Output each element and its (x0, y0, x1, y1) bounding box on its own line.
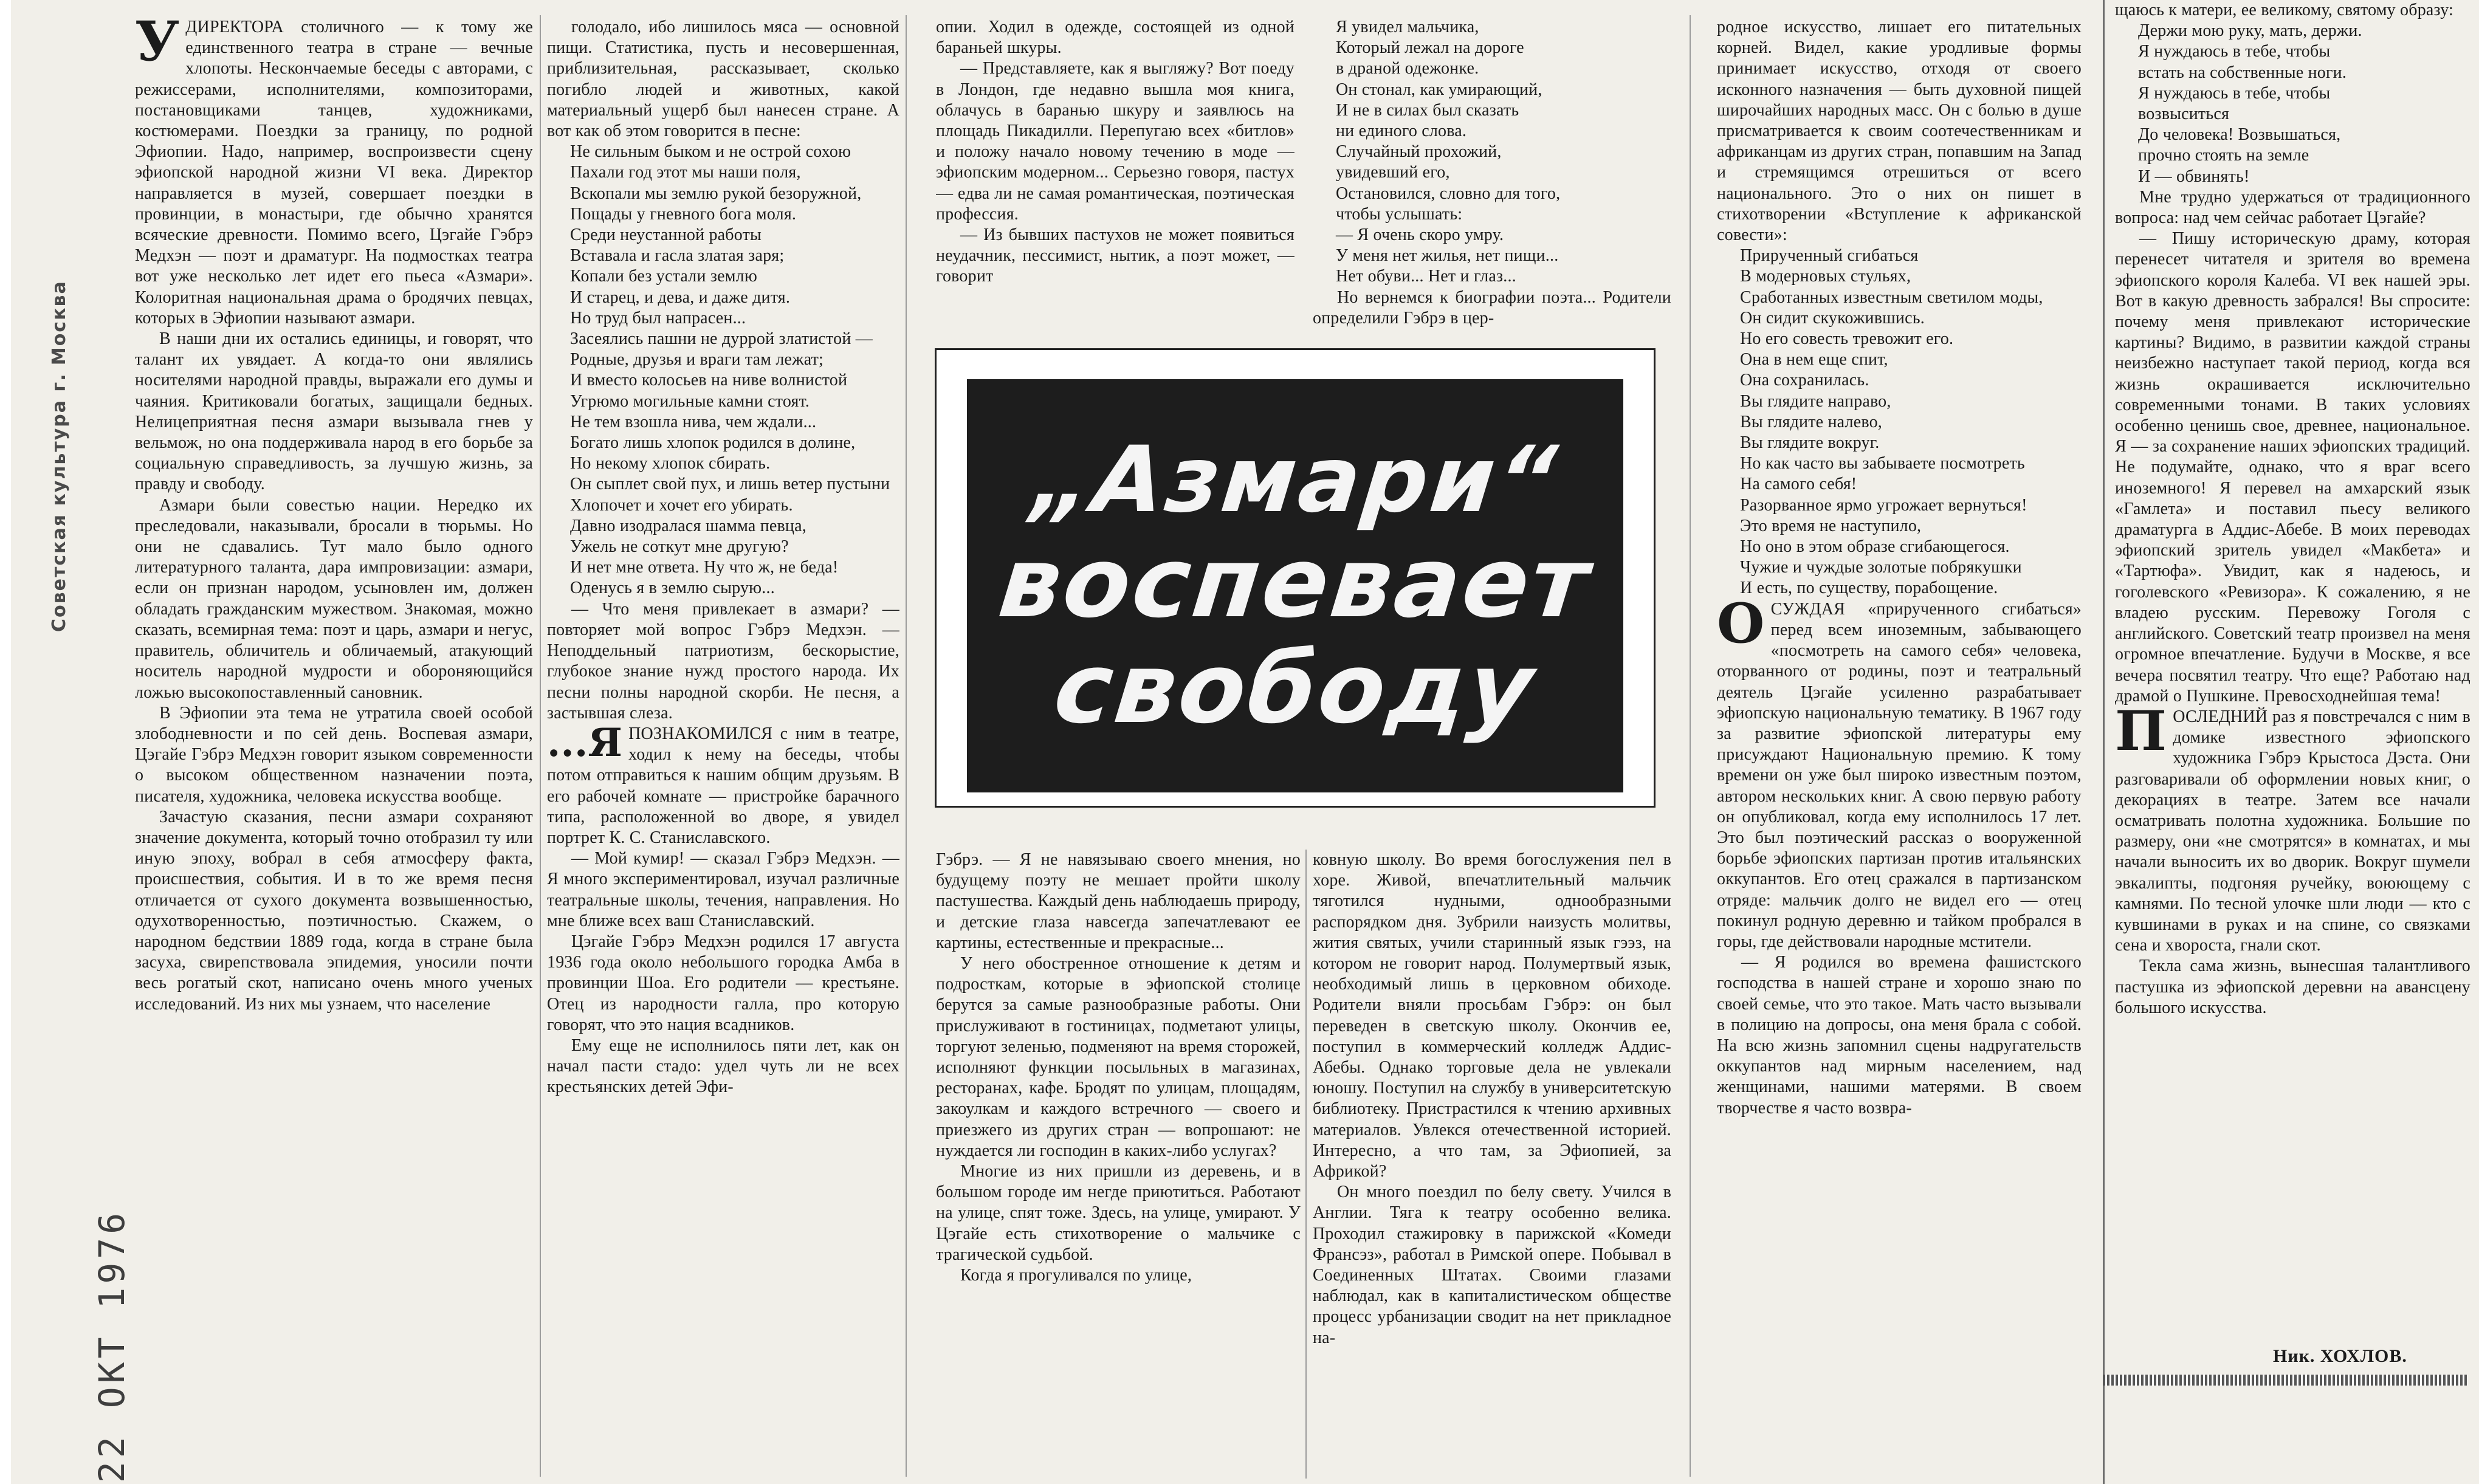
article-column-5 (1717, 17, 2082, 1479)
date-stamp: 22 ОКТ 1976 (91, 1209, 132, 1483)
paragraph: Цэгайе Гэбрэ Медхэн родился 17 августа 1936 года около небольшого городка Амба в провинции Шоа. Его родители — крестьяне. Отец из народности галла, про которую говорят, что это нация всадников. (547, 932, 899, 1034)
drop-cap: О (1717, 591, 1765, 656)
paragraph: Многие из них пришли из деревень, и в большом городе им негде приютиться. Работают на улице, спят тоже. Здесь, на улице, умирают. У Цэгайе есть стихотворение о мальчике с трагической судьбой. (936, 1162, 1301, 1264)
paragraph: родное искусство, лишает его питательных корней. Видел, какие уродливые формы принимает искусство, отходя от своего исконного назначения — быть духовной пищей широчайших народных масс. Он с болью в душе присматривается к своим соотечественникам и африканцам из других стран, попавшим на Запад и стремящимся отрешиться от всего национального. Это о них он пишет в стихотворении «Вступление к африканской совести»: (1717, 18, 2082, 245)
poem-stanza: Не сильным быком и не острой сохою Пахали год этот мы наши поля, Вскопали мы землю рукой безоружной, Пощады у гневного бога моля. Среди неустанной работы Вставала и гасла златая заря; Копали без устали землю И старец, и дева, и даже дитя. Но труд был напрасен... Засеялись пашни не дуррой златистой — Родные, друзья и враги там лежат; И вместо колосьев на ниве волнистой Угрюмо могильные камни стоят. Не тем взошла нива, чем ждали... Богато лишь хлопок родился в долине, Но некому хлопок сбирать. Он сыплет свой пух, и лишь ветер пустыни Хлопочет и хочет его убирать. Давно изодралася шамма певца, Ужель не соткут мне другую? И нет мне ответа. Ну что ж, не беда! Оденусь я в землю сырую... (570, 142, 890, 598)
column-rule (1305, 850, 1307, 1479)
paragraph: Мне трудно удержаться от традиционного вопроса: над чем сейчас работает Цэгайе? (2115, 187, 2470, 228)
poem-stanza: Держи мою руку, мать, держи. Я нуждаюсь в тебе, чтобы встать на собственные ноги. Я нуждаюсь в тебе, чтобы возвыситься До человека! Возвышаться, прочно стоять на земле И — обвинять! (2138, 21, 2362, 186)
headline-panel (967, 379, 1623, 792)
headline-box (935, 348, 1656, 808)
paragraph: Зачастую сказания, песни азмари сохраняют значение документа, который точно отобразил ту или иную эпоху, вобрал в себя атмосферу факта, происшествия, события. И в то же время песня отличается от сухого документа возвышенностью, одухотворенностью, поэтичностью. Скажем, о народном бедствии 1889 года, когда в стране была засуха, свирепствовала эпидемия, уносили почти весь рогатый скот, написано очень много ученых исследований. Из них мы узнаем, что население (135, 807, 533, 1014)
column-rule (540, 15, 541, 1477)
column-rule (906, 15, 907, 1477)
paragraph: — Что меня привлекает в азмари? — повторяет мой вопрос Гэбрэ Медхэн. — Неподдельный патриотизм, бескорыстие, глубокое знание нужд простого народа. Их песни полны народной скорби. Не песня, а застывшая слеза. (547, 599, 899, 723)
poem-stanza: Я увидел мальчика, Который лежал на дороге в драной одежонке. Он стонал, как умирающий, И не в силах был сказать ни единого слова. Случайный прохожий, увидевший его, Остановился, словно для того, чтобы услышать: — Я очень скоро умру. У меня нет жилья, нет пищи... Нет обуви... Нет и глаз... (1336, 18, 1561, 286)
author-byline: Ник. ХОХЛОВ. (2273, 1346, 2407, 1366)
paragraph: Но вернемся к биографии поэта... Родители определили Гэбрэ в цер- (1313, 287, 1671, 328)
paragraph: Азмари были совестью нации. Нередко их преследовали, наказывали, бросали в тюрьмы. Но они не сдавались. Тут мало было одного литературного таланта, дара импровизации: азмари, если он признан народом, усыновлен им, должен обладать гражданским мужеством. Знакомая, можно сказать, всемирная тема: поэт и царь, азмари и негус, правитель, обличитель и обличаемый, атакующий носитель народной мудрости и обороняющийся ложью высокопоставленный сановник. (135, 495, 533, 702)
paragraph: — Пишу историческую драму, которая перенесет читателя и зрителя во времена эфиопского короля Калеба. VI век нашей эры. Вот в какую древность забрался! Вы спросите: почему меня привлекают исторические картины? Видимо, в развитии каждой страны неизбежно наступает такой период, когда вся жизнь окрашивается исключительно современными тонами. В таких условиях особенно ценишь свое, древнее, национальное. Я — за сохранение наших эфиопских традиций. Не подумайте, однако, что я враг всего иноземного! Я перевел на амхарский язык «Гамлета» и поставил пьесу великого драматурга в Аддис-Абебе. В моих переводах эфиопский зритель увидел «Макбета» и «Тартюфа». Увидит, как я надеюсь, и гоголевского «Ревизора». К сожалению, я не владею русским. Перевожу Гоголя с английского. Советский театр произвел на меня огромное впечатление. Будучи в Москве, я все вечера посвятил театру. Что еще? Работаю над драмой о Пушкине. Превосходнейшая тема! (2115, 229, 2470, 706)
paragraph: голодало, ибо лишилось мяса — основной пищи. Статистика, пусть и несовершенная, приблизительная, рассказывает, сколько погибло людей и животных, какой материальный ущерб был нанесен стране. А вот как об этом говорится в песне: (547, 18, 899, 141)
headline-line-1: „Азмари“ (1026, 427, 1564, 533)
poem-stanza: Прирученный сгибаться В модерновых стульях, Сработанных известным светилом моды, Он сидит скукожившись. Но его совесть тревожит его. Она в нем еще спит, Она сохранилась. Вы глядите направо, Вы глядите налево, Вы глядите вокруг. Но как часто вы забываете посмотреть На самого себя! Разорванное ярмо угрожает вернуться! Это время не наступило, Но оно в этом образе сгибающегося. Чужие и чуждые золотые побрякушки И есть, по существу, порабощение. (1740, 246, 2043, 598)
paragraph-text: ДИРЕКТОРА столичного — к тому же единственного театра в стране — вечные хлопоты. Нескончаемые беседы с авторами, с режиссерами, исполнителями, композиторами, постановщиками танцев, художниками, костюмерами. Поездки за границу, по родной Эфиопии. Надо, например, воспроизвести сцену эфиопской народной жизни VI века. Директор направляется в музей, совершает поездки в провинции, в монастыри, где обычно хранятся всяческие древности. Помимо всего, Цэгайе Гэбрэ Медхэн — поэт и драматург. На подмостках театра вот уже несколько лет идет его пьеса «Азмари». Колоритная национальная драма о бродячих певцах, которых в Эфиопии называют азмари. (135, 18, 533, 328)
article-column-6 (2115, 0, 2470, 1337)
paragraph: — Я родился во времена фашистского господства в нашей стране и хорошо знаю по своей семье, что это такое. Мать часто вызывали в полицию на допросы, она меня брала с собой. На всю жизнь запомнил сцены надругательств оккупантов над мирным населением, над женщинами, нашими матерями. В своем творчестве я часто возвра- (1717, 953, 2082, 1118)
drop-cap: П (2115, 698, 2167, 763)
opening-paragraph (135, 17, 533, 329)
paragraph: опии. Ходил в одежде, состоящей из одной бараньей шкуры. (936, 18, 1295, 58)
paragraph: Ему еще не исполнилось пяти лет, как он начал пасти стадо: удел чуть ли не всех крестьянских детей Эфи- (547, 1036, 899, 1097)
drop-cap: У (135, 17, 180, 74)
paragraph-text: СУЖДАЯ «прирученного сгибаться» перед всем иноземным, забывающего «посмотреть на самого себя» человека, оторванного от родины, поэт и театральный деятель Цэгайе усиленно разрабатывает эфиопскую национальную тематику. В 1967 году за развитие эфиопской литературы ему присуждают Национальную премию. К тому времени он уже был широко известным поэтом, автором нескольких книг. А свою первую работу он опубликовал, когда ему исполнилось 17 лет. Это был поэтический рассказ о вооруженной борьбе эфиопских партизан против итальянских оккупантов. Его отец сражался в партизанском отряде: мальчик долго не видел его — отец покинул родную деревню и тайком пробрался в горы, где действовали народные мстители. (1717, 599, 2082, 951)
paragraph: Когда я прогуливался по улице, (960, 1266, 1192, 1285)
paragraph: Он много поездил по белу свету. Учился в Англии. Тяга к театру особенно велика. Проходил стажировку в парижской «Комеди Франсэз», работал в Римской опере. Побывал в Соединенных Штатах. Своими глазами наблюдал, как в капиталистическом обществе процесс урбанизации сводит на нет прикладное на- (1313, 1183, 1671, 1347)
article-column-3-top (936, 17, 1295, 336)
paragraph-text: ПОЗНАКОМИЛСЯ с ним в театре, ходил к нему на беседы, чтобы потом отправиться к нашим общим друзьям. В его рабочей комнате — пристройке барачного типа, расположенной во дворе, я увидел портрет К. С. Станиславского. (547, 724, 899, 847)
article-column-2 (547, 17, 899, 1479)
paragraph: Гэбрэ. — Я не навязываю своего мнения, но будущему поэту не мешает пройти школу пастушества. Каждый день наблюдаешь природу, и детские глаза навсегда запечатлевают ее картины, естественные и прекрасные... (936, 850, 1301, 952)
headline-line-2: воспевает (994, 526, 1597, 639)
article-column-3-bottom (936, 850, 1301, 1479)
paragraph: В Эфиопии эта тема не утратила своей особой злободневности и по сей день. Воспевая азмари, Цэгайе Гэбрэ Медхэн говорит языком современности о высоком общественном назначении поэта, писателя, художника, человека искусства вообще. (135, 703, 533, 806)
paragraph: В наши дни их остались единицы, и говорят, что талант их увядает. А когда-то они являлись носителями народной правды, выражали его думы и чаяния. Критиковали богатых, защищали бедных. Нелицеприятная песня азмари вызывала гнев у вельмож, но она поддерживала народ в его борьбе за социальную справедливость, за лучшую жизнь, за правду и свободу. (135, 329, 533, 494)
paragraph-text: ОСЛЕДНИЙ раз я повстречался с ним в домике известного эфиопского художника Гэбрэ Крыстоса Дэста. Они разговаривали об оформлении новых книг, о декорациях в театре. Затем все начали осматривать полотна художника. Большие по размеру, они «не смотрятся» в комнатах, и мы начали выносить их во дворик. Вокруг шумели эвкалипты, подгоняя ручейку, воюющему с камнями. По тесной улочке шли люди — кто с кувшинами в руках и на спине, со связками сена и хвороста, гнали скот. (2115, 707, 2470, 955)
clipping-edge-line (2103, 0, 2105, 1484)
article-end-rule (2103, 1375, 2467, 1386)
section-opening (547, 720, 899, 848)
column-rule (1690, 15, 1691, 1477)
paragraph: Текла сама жизнь, вынесшая талантливого пастушка из эфиопской деревни на авансцену большого искусства. (2115, 957, 2470, 1017)
paragraph: ковную школу. Во время богослужения пел в хоре. Живой, впечатлительный мальчик тяготился нудными, однообразными распорядком дня. Зубрили наизусть молитвы, жития святых, учили старинный язык гээз, на котором не говорит народ. Полумертвый язык, необходимый лишь в церковном обиходе. Родители вняли просьбам Гэбрэ: он был переведен в светскую школу. Окончив ее, поступил в коммерческий колледж Аддис-Абебы. Однако торговые дела не увлекали юношу. Поступил на службу в университетскую библиотеку. Пристрастился к чтению архивных материалов. Увлекся отечественной историей. Интересно, а что там, за Эфиопией, за Африкой? (1313, 850, 1671, 1181)
headline-line-3: свободу (1049, 631, 1541, 745)
section-opening (2115, 698, 2470, 956)
paragraph: — Представляете, как я выгляжу? Вот поеду в Лондон, где недавно вышла моя книга, облачусь в баранью шкуру и заявлюсь на площадь Пикадилли. Перепугаю всех «битлов» и положу начало новому течению в моде — эфиопским модерном... Серьезно говоря, пастух — едва ли не самая романтическая, поэтическая профессия. (936, 59, 1295, 224)
paragraph: щаюсь к матери, ее великому, святому образу: (2115, 1, 2454, 19)
paragraph: — Из бывших пастухов не может появиться неудачник, пессимист, нытик, а поэт может, — говорит (936, 225, 1295, 286)
section-opening (1717, 591, 2082, 952)
drop-cap: ...Я (547, 720, 623, 766)
article-column-4-top (1313, 17, 1671, 336)
publication-stamp: Советская культура г. Москва (49, 280, 70, 632)
paragraph: У него обостренное отношение к детям и подросткам, которые в эфиопской столице берутся за самые разнообразные работы. Они прислуживают в гостиницах, подметают улицы, торгуют зеленью, подменяют на время сторожей, исполняют функции посыльных в магазинах, ресторанах, кафе. Бродят по улицам, площадям, закоулкам и каждого встречного — своего и приезжего из других стран — вопрошают: не нуждается ли господин в каких-либо услугах? (936, 954, 1301, 1160)
paragraph: — Мой кумир! — сказал Гэбрэ Медхэн. — Я много экспериментировал, изучал различные театральные школы, течения, направления. Но мне ближе всех ваш Станиславский. (547, 849, 899, 930)
article-column-4-bottom (1313, 850, 1671, 1479)
article-column-1 (135, 17, 533, 1479)
scan-margin (0, 0, 11, 1484)
